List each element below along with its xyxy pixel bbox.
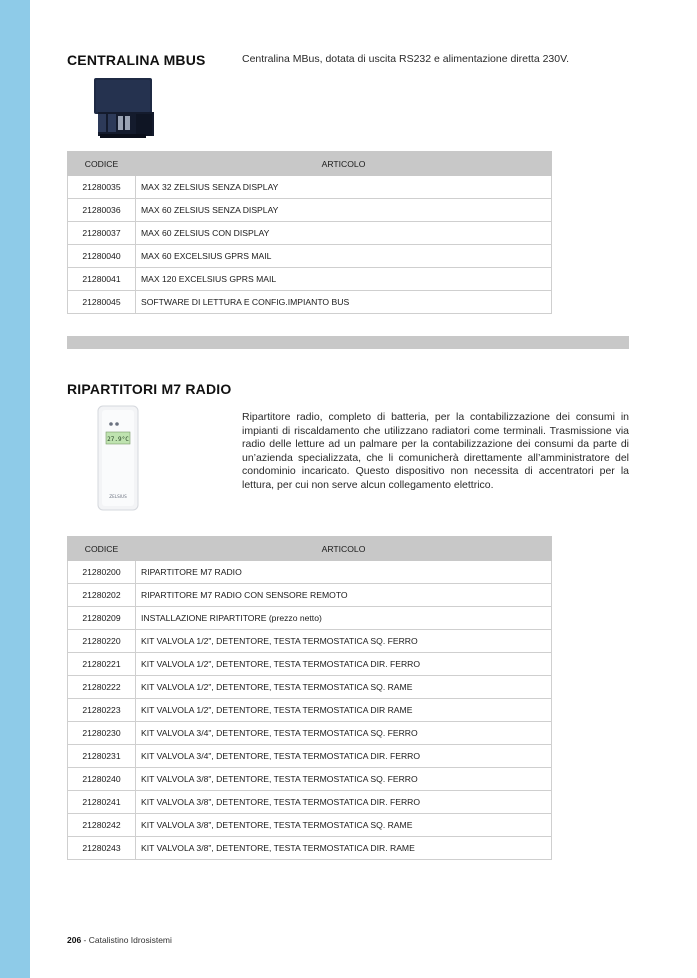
section-title-centralina: CENTRALINA MBUS	[67, 52, 206, 68]
device-brand-text: ZELSIUS	[109, 494, 127, 499]
product-article: KIT VALVOLA 3/8", DETENTORE, TESTA TERMOSTATICA DIR. FERRO	[136, 791, 552, 814]
table-row	[68, 176, 552, 199]
table-row	[68, 722, 552, 745]
product-article: KIT VALVOLA 3/4", DETENTORE, TESTA TERMOSTATICA SQ. FERRO	[136, 722, 552, 745]
product-article: KIT VALVOLA 3/8", DETENTORE, TESTA TERMOSTATICA DIR. RAME	[136, 837, 552, 860]
product-article: KIT VALVOLA 3/4", DETENTORE, TESTA TERMOSTATICA DIR. FERRO	[136, 745, 552, 768]
section-divider	[67, 336, 629, 349]
product-article: KIT VALVOLA 1/2", DETENTORE, TESTA TERMOSTATICA SQ. FERRO	[136, 630, 552, 653]
table-row	[68, 814, 552, 837]
product-code: 21280036	[68, 199, 136, 222]
device-display-text: 27.9°C	[107, 436, 129, 443]
table-ripartitori	[67, 536, 552, 860]
table-row	[68, 653, 552, 676]
table-centralina	[67, 151, 552, 314]
product-code: 21280242	[68, 814, 136, 837]
product-article: KIT VALVOLA 1/2", DETENTORE, TESTA TERMOSTATICA DIR RAME	[136, 699, 552, 722]
product-code: 21280045	[68, 291, 136, 314]
table-row	[68, 630, 552, 653]
page-footer	[67, 935, 172, 945]
column-header-code: CODICE	[68, 537, 136, 561]
ripartitore-m7-image	[92, 404, 144, 519]
table-row	[68, 837, 552, 860]
product-article: KIT VALVOLA 3/8", DETENTORE, TESTA TERMOSTATICA SQ. FERRO	[136, 768, 552, 791]
product-code: 21280041	[68, 268, 136, 291]
table-row	[68, 291, 552, 314]
page-number: 206	[67, 935, 82, 945]
product-article: MAX 32 ZELSIUS SENZA DISPLAY	[136, 176, 552, 199]
product-code: 21280040	[68, 245, 136, 268]
product-code: 21280035	[68, 176, 136, 199]
product-code: 21280221	[68, 653, 136, 676]
product-code: 21280230	[68, 722, 136, 745]
table-row	[68, 745, 552, 768]
product-article: MAX 120 EXCELSIUS GPRS MAIL	[136, 268, 552, 291]
product-article: MAX 60 ZELSIUS CON DISPLAY	[136, 222, 552, 245]
product-code: 21280037	[68, 222, 136, 245]
side-accent-bar	[0, 0, 30, 978]
section-title-ripartitori: RIPARTITORI M7 RADIO	[67, 381, 232, 397]
product-article: MAX 60 EXCELSIUS GPRS MAIL	[136, 245, 552, 268]
product-article: KIT VALVOLA 1/2", DETENTORE, TESTA TERMOSTATICA SQ. RAME	[136, 676, 552, 699]
table-row	[68, 199, 552, 222]
table-row	[68, 791, 552, 814]
product-article: INSTALLAZIONE RIPARTITORE (prezzo netto)	[136, 607, 552, 630]
product-code: 21280200	[68, 561, 136, 584]
table-row	[68, 245, 552, 268]
product-article: KIT VALVOLA 1/2", DETENTORE, TESTA TERMOSTATICA DIR. FERRO	[136, 653, 552, 676]
product-article: MAX 60 ZELSIUS SENZA DISPLAY	[136, 199, 552, 222]
section-description-centralina: Centralina MBus, dotata di uscita RS232 e alimentazione diretta 230V.	[242, 53, 570, 65]
column-header-article: ARTICOLO	[136, 152, 552, 176]
catalog-name: Catalistino Idrosistemi	[88, 935, 172, 945]
table-row	[68, 699, 552, 722]
table-row	[68, 676, 552, 699]
product-article: KIT VALVOLA 3/8", DETENTORE, TESTA TERMOSTATICA SQ. RAME	[136, 814, 552, 837]
footer-separator: -	[81, 935, 89, 945]
product-code: 21280241	[68, 791, 136, 814]
product-article: RIPARTITORE M7 RADIO CON SENSORE REMOTO	[136, 584, 552, 607]
table-row	[68, 268, 552, 291]
column-header-code: CODICE	[68, 152, 136, 176]
product-code: 21280223	[68, 699, 136, 722]
product-code: 21280209	[68, 607, 136, 630]
column-header-article: ARTICOLO	[136, 537, 552, 561]
product-article: SOFTWARE DI LETTURA E CONFIG.IMPIANTO BUS	[136, 291, 552, 314]
table-header-row	[68, 537, 552, 561]
table-row	[68, 607, 552, 630]
product-code: 21280240	[68, 768, 136, 791]
product-code: 21280202	[68, 584, 136, 607]
table-row	[68, 561, 552, 584]
table-header-row	[68, 152, 552, 176]
centralina-mbus-image	[92, 76, 156, 147]
section-description-ripartitori: Ripartitore radio, completo di batteria, per la contabilizzazione dei consumi in impianti di riscaldamento che utilizzano radiatori come terminali. Trasmissione via radio delle letture ad un palmare per la contabilizzazione dei consumi da parte di un’azienda specializzata, che li comunicherà direttamente all’amministratore del condominio incaricato. Questo dispositivo non necessita di accentratori per la lettura, per cui non serve alcun collegamento elettrico.	[242, 411, 629, 491]
product-code: 21280243	[68, 837, 136, 860]
table-row	[68, 584, 552, 607]
product-code: 21280231	[68, 745, 136, 768]
product-article: RIPARTITORE M7 RADIO	[136, 561, 552, 584]
table-row	[68, 222, 552, 245]
table-row	[68, 768, 552, 791]
product-code: 21280222	[68, 676, 136, 699]
product-code: 21280220	[68, 630, 136, 653]
